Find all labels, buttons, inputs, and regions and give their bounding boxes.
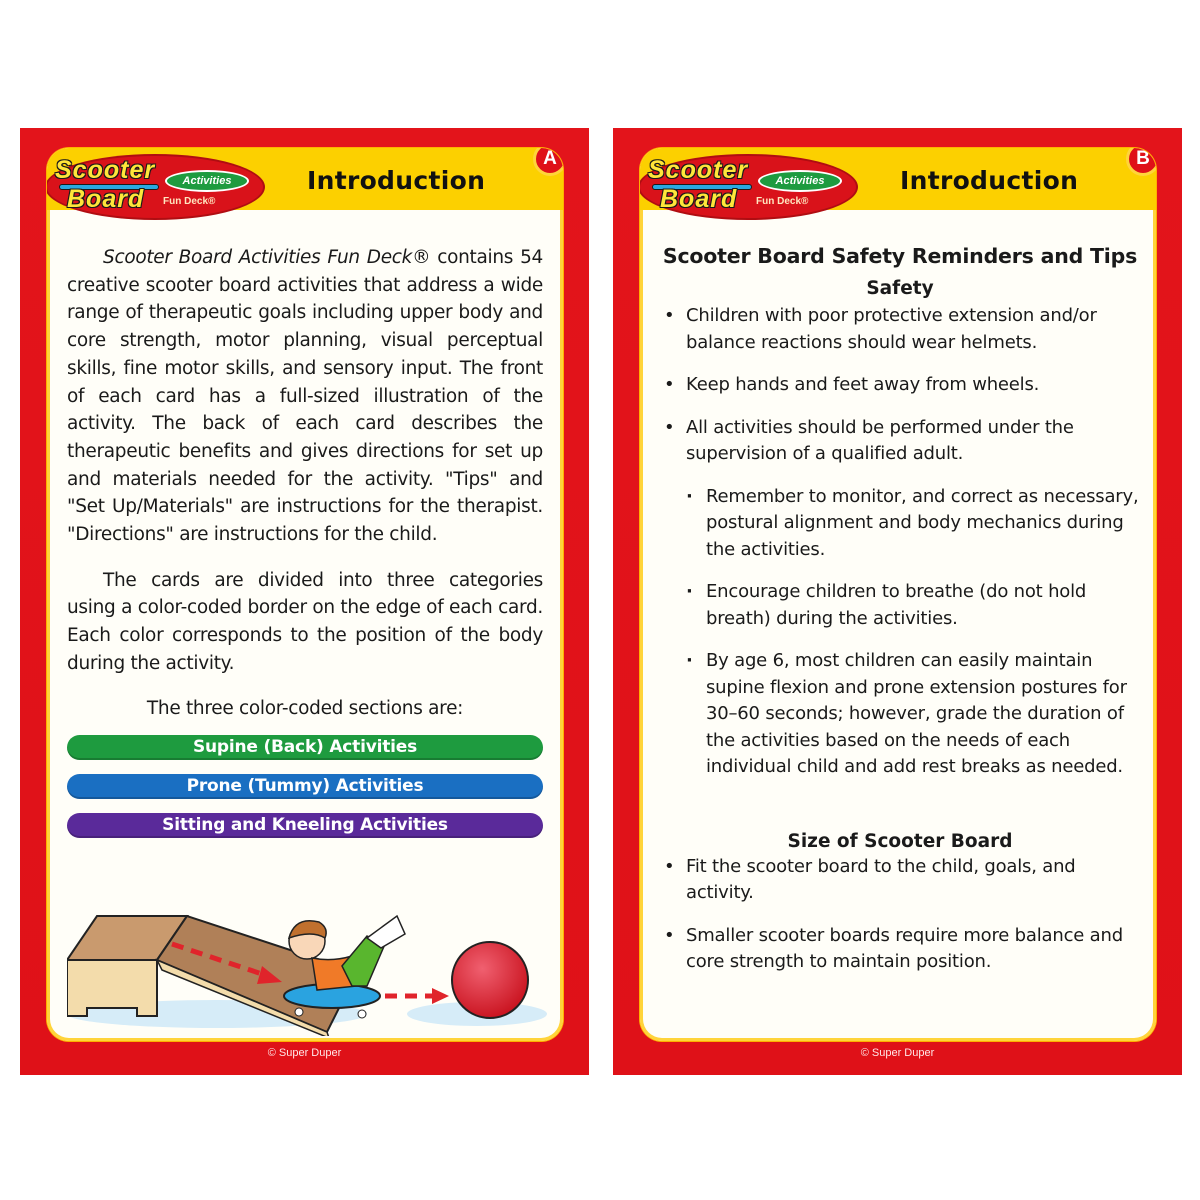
safety-item: • Children with poor protective extension and/or balance reactions should wear helmets. bbox=[660, 303, 1140, 356]
product-name: Scooter Board Activities Fun Deck® bbox=[103, 247, 431, 268]
safety-sub-item: · Encourage children to breathe (do not hold breath) during the activities. bbox=[660, 579, 1140, 632]
card-a-panel bbox=[47, 148, 563, 1041]
safety-tips-heading: Scooter Board Safety Reminders and Tips bbox=[662, 244, 1138, 268]
card-a-header bbox=[47, 148, 563, 213]
scooter-board-logo bbox=[47, 156, 263, 218]
logo-activities-badge: Activities bbox=[165, 170, 249, 192]
safety-sub-item: · Remember to monitor, and correct as necessary, postural alignment and body mechanics during the activities. bbox=[660, 484, 1140, 564]
card-a-body bbox=[67, 244, 543, 838]
logo-word-board: Board bbox=[67, 185, 145, 213]
size-item: • Smaller scooter boards require more balance and core strength to maintain position. bbox=[660, 923, 1140, 976]
ramp-scooter-ball-illustration bbox=[67, 896, 547, 1036]
safety-sub-list bbox=[660, 484, 1140, 781]
card-title: Introduction bbox=[307, 166, 486, 195]
card-b-panel bbox=[640, 148, 1156, 1041]
copyright-footer: © Super Duper bbox=[267, 1047, 342, 1059]
intro-paragraph-1 bbox=[67, 244, 543, 549]
section-pill-prone: Prone (Tummy) Activities bbox=[67, 774, 543, 799]
section-pill-supine: Supine (Back) Activities bbox=[67, 735, 543, 760]
scooter-board-logo bbox=[640, 156, 856, 218]
logo-subtitle: Fun Deck® bbox=[756, 196, 809, 207]
logo-subtitle: Fun Deck® bbox=[163, 196, 216, 207]
logo-activities-badge: Activities bbox=[758, 170, 842, 192]
copyright-footer: © Super Duper bbox=[860, 1047, 935, 1059]
card-b-body bbox=[660, 244, 1140, 976]
safety-sub-item: · By age 6, most children can easily maintain supine flexion and prone extension postures for 30–60 seconds; however, grade the duration of the activities based on the needs of each individual child and add rest breaks as needed. bbox=[660, 648, 1140, 781]
section-pill-sitting: Sitting and Kneeling Activities bbox=[67, 813, 543, 838]
sections-label: The three color-coded sections are: bbox=[146, 697, 464, 719]
safety-item: • Keep hands and feet away from wheels. bbox=[660, 372, 1140, 399]
card-letter-badge: B bbox=[1126, 148, 1156, 176]
intro-paragraph-1-text: contains 54 creative scooter board activities that address a wide range of therapeutic goals including upper body and core strength, motor planning, visual perceptual skills, fine motor skills, and sensory input. The front of each card has a full-sized illustration of the activity. The back of each card describes the therapeutic benefits and gives directions for set up and materials needed for the activity. "Tips" and "Set Up/Materials" are instructions for the therapist. "Directions" are instructions for the child. bbox=[67, 247, 544, 546]
safety-subheading: Safety bbox=[866, 278, 934, 299]
logo-word-scooter: Scooter bbox=[648, 156, 749, 184]
intro-paragraph-2: The cards are divided into three categories using a color-coded border on the edge of each card. Each color corresponds to the position of the body during the activity. bbox=[67, 569, 543, 674]
intro-card-b bbox=[613, 128, 1182, 1075]
logo-word-scooter: Scooter bbox=[55, 156, 156, 184]
size-item: • Fit the scooter board to the child, goals, and activity. bbox=[660, 854, 1140, 907]
card-title: Introduction bbox=[900, 166, 1079, 195]
size-list bbox=[660, 854, 1140, 976]
safety-item: • All activities should be performed under the supervision of a qualified adult. bbox=[660, 415, 1140, 468]
size-subheading: Size of Scooter Board bbox=[787, 830, 1013, 852]
card-b-header bbox=[640, 148, 1156, 213]
card-letter-badge: A bbox=[533, 148, 563, 176]
intro-card-a bbox=[20, 128, 589, 1075]
logo-word-board: Board bbox=[660, 185, 738, 213]
safety-list bbox=[660, 303, 1140, 468]
